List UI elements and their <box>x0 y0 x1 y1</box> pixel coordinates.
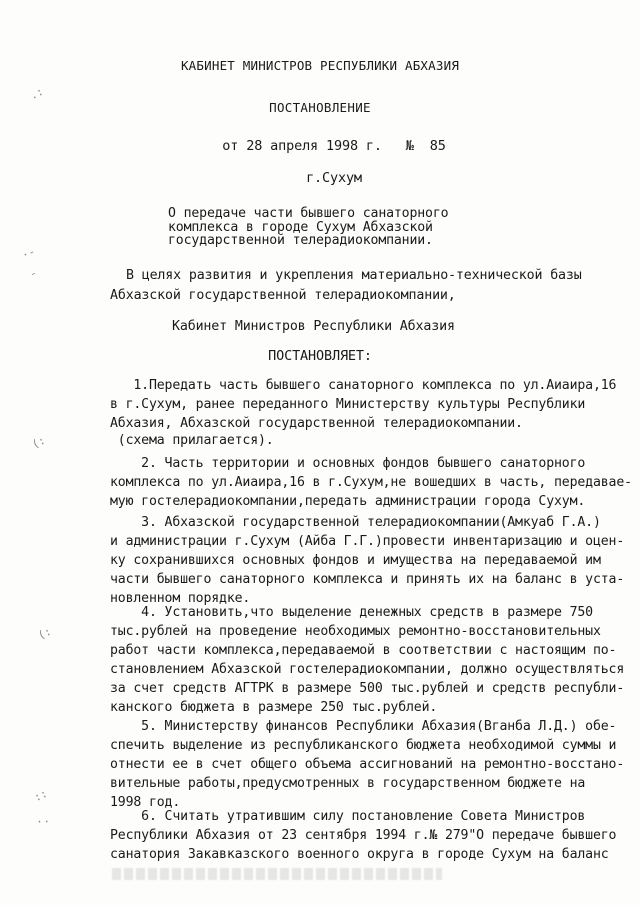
body-line: за счет средств АГТРК в размере 500 тыс.рублей и средств республи- <box>110 681 625 696</box>
document-type-title: ПОСТАНОВЛЕНИЕ <box>269 100 371 115</box>
body-line: спечить выделение из республиканского бюджета необходимой суммы и <box>110 738 617 753</box>
body-line: новленном порядке. <box>110 591 251 606</box>
body-line: вительные работы,предусмотренных в государственном бюджете на <box>110 776 586 791</box>
body-line: 5. Министерству финансов Республики Абхазия(Вганба Л.Д.) обе- <box>110 719 617 734</box>
scan-speck: ·. <box>33 811 52 830</box>
scan-speck: - <box>27 266 40 281</box>
body-line: Абхазия, Абхазской государственной телерадиокомпании. <box>110 416 523 431</box>
body-line: 3. Абхазской государственной телерадиокомпании(Амкуаб Г.А.) <box>110 515 601 530</box>
body-line: Республики Абхазия от 23 сентября 1994 г.№ 279"О передаче бывшего <box>110 828 617 843</box>
body-line: отнести ее в счет общего объема ассигнований на ремонтно-восстано- <box>110 757 625 772</box>
date-and-number-line: от 28 апреля 1998 г. № 85 <box>222 138 446 154</box>
body-line: и администрации г.Сухум (Айба Г.Г.)провести инвентаризацию и оцен- <box>110 534 625 549</box>
resolves-heading: ПОСТАНОВЛЯЕТ: <box>268 348 372 364</box>
body-line: части бывшего санаторного комплекса и принять их на баланс в уста- <box>110 572 625 587</box>
issuer-line: Кабинет Министров Республики Абхазия <box>172 319 455 334</box>
body-line: 4. Установить,что выделение денежных средств в размере 750 <box>110 605 593 620</box>
scan-speck: ·- <box>19 244 38 263</box>
scan-speck: :: <box>31 786 50 805</box>
scan-speck: (: <box>29 433 48 452</box>
organization-header: КАБИНЕТ МИНИСТРОВ РЕСПУБЛИКИ АБХАЗИЯ <box>180 58 460 73</box>
subject-line-3: государственной телерадиокомпании. <box>168 233 433 248</box>
scan-speck: (: <box>35 624 54 643</box>
body-line: санатория Закавказского военного округа в городе Сухум на баланс <box>110 847 609 862</box>
subject-line-2: комплекса в городе Сухум Абхазской <box>168 220 433 235</box>
body-line: ку сохранившихся основных фондов и имущества на передаваемой им <box>110 553 601 568</box>
body-line: становлением Абхазской гостелерадиокомпании, должно осуществляться <box>110 662 625 677</box>
subject-line-1: О передаче части бывшего санаторного <box>168 206 449 221</box>
body-line: 2. Часть территории и основных фондов бывшего санаторного <box>110 456 586 471</box>
scan-speck: .: <box>27 84 46 103</box>
body-line: 6. Считать утратившим силу постановление Совета Министров <box>110 809 586 824</box>
body-line: мую гостелерадиокомпании,передать администрации города Сухум. <box>110 494 586 509</box>
preamble-line-1: В целях развития и укрепления материально-технической базы <box>126 268 582 283</box>
body-line: работ части комплекса,передаваемой в соответствии с настоящим по- <box>110 643 617 658</box>
body-line: 1.Передать часть бывшего санаторного комплекса по ул.Аиаира,16 <box>110 378 617 393</box>
body-line: (схема прилагается). <box>110 433 274 448</box>
body-line: комплекса по ул.Аиаира,16 в г.Сухум,не вошедших в часть, передавае- <box>110 475 632 490</box>
body-line: канского бюджета в размере 250 тыс.рублей. <box>110 700 438 715</box>
preamble-line-2: Абхазской государственной телерадиокомпании, <box>110 288 456 303</box>
city-line: г.Сухум <box>306 170 362 186</box>
body-line: в г.Сухум, ранее переданного Министерству культуры Республики <box>110 397 586 412</box>
faded-illegible-line <box>112 868 442 880</box>
body-line: тыс.рублей на проведение необходимых ремонтно-восстановительных <box>110 624 601 639</box>
body-line: 1998 год. <box>110 795 181 810</box>
